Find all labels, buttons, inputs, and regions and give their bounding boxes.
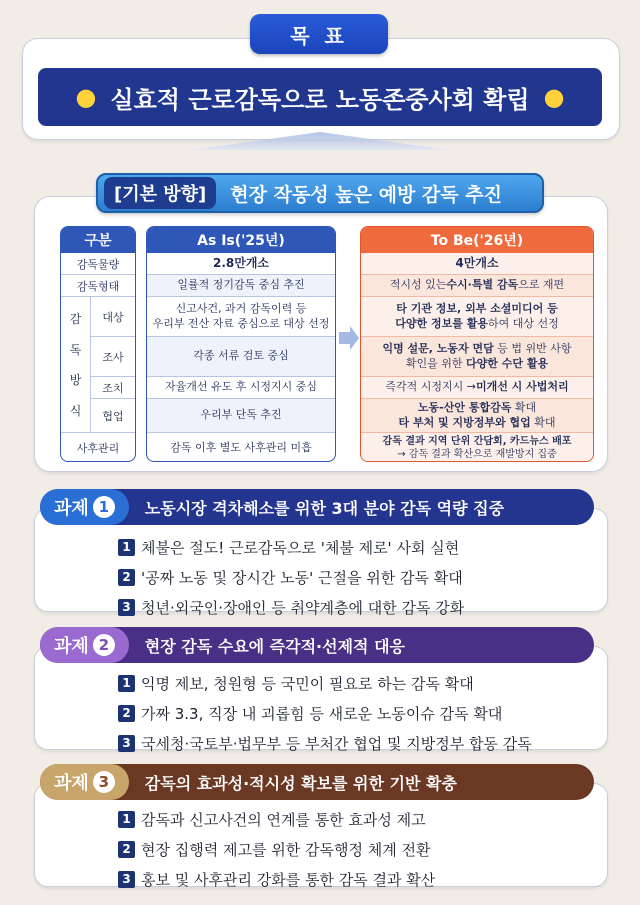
tobe-action-text: 즉각적 시정지시 → <box>385 380 476 394</box>
task2-badge-label: 과제 <box>54 636 89 657</box>
task3-number: 3 <box>93 771 115 793</box>
number-box-icon: 3 <box>118 735 135 752</box>
list-item <box>118 839 435 859</box>
tobe-target-emph: 타 기관 정보, 외부 소셜미디어 등 <box>396 301 558 315</box>
goal-tab: 목 표 <box>250 14 388 54</box>
task3-badge-label: 과제 <box>54 773 89 794</box>
tobe-collab-emph: 노동-산안 통합감독 <box>417 400 512 414</box>
asis-followup: 감독 이후 별도 사후관리 미흡 <box>170 440 312 454</box>
tobe-invest-text: 확인을 위한 <box>405 356 467 370</box>
task2-number: 2 <box>93 634 115 656</box>
gubun-header: 구분 <box>61 227 135 253</box>
task1-bar <box>40 489 594 525</box>
asis-collab: 우리부 단독 추진 <box>147 399 335 433</box>
asis-form: 일률적 정기감독 중심 추진 <box>147 275 335 297</box>
direction-title: 현장 작동성 높은 예방 감독 추진 <box>230 183 502 206</box>
tobe-header: To Be('26년) <box>361 227 593 253</box>
item-text: 국세청·국토부·법무부 등 부처간 협업 및 지방정부 합동 감독 <box>141 734 532 753</box>
number-box-icon: 1 <box>118 675 135 692</box>
list-item <box>118 809 435 829</box>
tobe-target <box>361 297 593 337</box>
number-box-icon: 2 <box>118 705 135 722</box>
tobe-invest-text: 등 법 위반 사항 <box>493 341 572 355</box>
task1-number: 1 <box>93 496 115 518</box>
tobe-followup-emph: 감독 결과 지역 단위 간담회, 카드뉴스 배포 <box>382 435 572 447</box>
task1-badge <box>40 489 129 525</box>
asis-target: 신고사건, 과거 감독이력 등 우리부 전산 자료 중심으로 대상 선정 <box>147 297 335 337</box>
asis-investigation: 각종 서류 검토 중심 <box>147 337 335 377</box>
item-text: 현장 집행력 제고를 위한 감독행정 체계 전환 <box>141 840 431 859</box>
list-item <box>118 537 464 557</box>
item-text: 체불은 절도! 근로감독으로 '체불 제로' 사회 실현 <box>141 538 460 557</box>
item-text: 가짜 3.3, 직장 내 괴롭힘 등 새로운 노동이슈 감독 확대 <box>141 704 503 723</box>
list-item <box>118 567 464 587</box>
task1-badge-label: 과제 <box>54 498 89 519</box>
gubun-target: 대상 <box>91 297 135 337</box>
tobe-invest-emph: 익명 설문, 노동자 면담 <box>382 341 494 355</box>
tobe-followup-text: → 감독 결과 확산으로 재발방지 집중 <box>397 449 557 460</box>
number-box-icon: 3 <box>118 599 135 616</box>
asis-volume: 2.8만개소 <box>147 253 335 275</box>
tobe-collab-emph: 타 부처 및 지방정부와 협업 <box>398 415 531 429</box>
gubun-form: 감독형태 <box>61 275 135 297</box>
item-text: 감독과 신고사건의 연계를 통한 효과성 제고 <box>141 810 426 829</box>
goal-statement: 실효적 근로감독으로 노동존중사회 확립 <box>110 85 530 114</box>
list-item <box>118 673 532 693</box>
tobe-form-emph: 수시·특별 감독 <box>446 278 519 292</box>
task1-title: 노동시장 격차해소를 위한 3대 분야 감독 역량 집중 <box>144 498 505 518</box>
bullet-dot-right: ● <box>543 83 565 111</box>
gubun-action: 조치 <box>91 377 135 399</box>
tobe-target-emph: 다양한 정보를 활용 <box>395 316 488 330</box>
task2-bar <box>40 627 594 663</box>
tobe-volume: 4만개소 <box>361 253 593 275</box>
method-char: 감 <box>69 311 82 326</box>
task3-items <box>118 809 435 889</box>
task1-items <box>118 537 464 617</box>
tobe-collab-text: 확대 <box>530 415 556 429</box>
item-text: 익명 제보, 청원형 등 국민이 필요로 하는 감독 확대 <box>141 674 474 693</box>
asis-action: 자율개선 유도 후 시정지시 중심 <box>147 377 335 399</box>
tobe-followup <box>361 433 593 462</box>
tobe-form <box>361 275 593 297</box>
gubun-collab: 협업 <box>91 399 135 433</box>
method-char: 독 <box>69 342 82 357</box>
list-item <box>118 703 532 723</box>
tobe-invest-emph: 다양한 수단 활용 <box>466 356 549 370</box>
item-text: 홍보 및 사후관리 강화를 통한 감독 결과 확산 <box>141 870 436 889</box>
task3-badge <box>40 764 129 800</box>
gubun-column <box>60 226 136 462</box>
tobe-target-text: 하여 대상 선정 <box>487 316 559 330</box>
task2-title: 현장 감독 수요에 즉각적·선제적 대응 <box>144 636 405 656</box>
item-text: 청년·외국인·장애인 등 취약계층에 대한 감독 강화 <box>141 598 465 617</box>
number-box-icon: 2 <box>118 569 135 586</box>
number-box-icon: 2 <box>118 841 135 858</box>
list-item <box>118 869 435 889</box>
gubun-followup: 사후관리 <box>76 442 120 455</box>
method-char: 방 <box>69 373 82 388</box>
asis-column <box>146 226 336 462</box>
tobe-investigation <box>361 337 593 377</box>
list-item <box>118 597 464 617</box>
item-text: '공짜 노동 및 장시간 노동' 근절을 위한 감독 확대 <box>141 568 463 587</box>
direction-label: [기본 방향] <box>104 177 216 209</box>
gubun-investigation: 조사 <box>91 337 135 377</box>
list-item <box>118 733 532 753</box>
gubun-method-group <box>61 297 91 433</box>
tobe-form-text: 으로 재편 <box>518 278 565 292</box>
number-box-icon: 1 <box>118 811 135 828</box>
tobe-action-emph: 미개선 시 사법처리 <box>475 380 569 394</box>
tobe-collab <box>361 399 593 433</box>
asis-header: As Is('25년) <box>147 227 335 253</box>
goal-statement-bar <box>38 68 602 126</box>
tobe-column <box>360 226 594 462</box>
number-box-icon: 1 <box>118 539 135 556</box>
gubun-volume: 감독물량 <box>61 253 135 275</box>
bullet-dot-left: ● <box>75 83 97 111</box>
task3-title: 감독의 효과성·적시성 확보를 위한 기반 확충 <box>144 773 457 793</box>
tobe-form-text: 적시성 있는 <box>389 278 447 292</box>
direction-banner <box>96 173 544 213</box>
task3-bar <box>40 764 594 800</box>
tobe-action <box>361 377 593 399</box>
tobe-collab-text: 확대 <box>511 400 537 414</box>
task2-items <box>118 673 532 753</box>
task2-badge <box>40 627 129 663</box>
method-char: 식 <box>69 404 82 419</box>
number-box-icon: 3 <box>118 871 135 888</box>
